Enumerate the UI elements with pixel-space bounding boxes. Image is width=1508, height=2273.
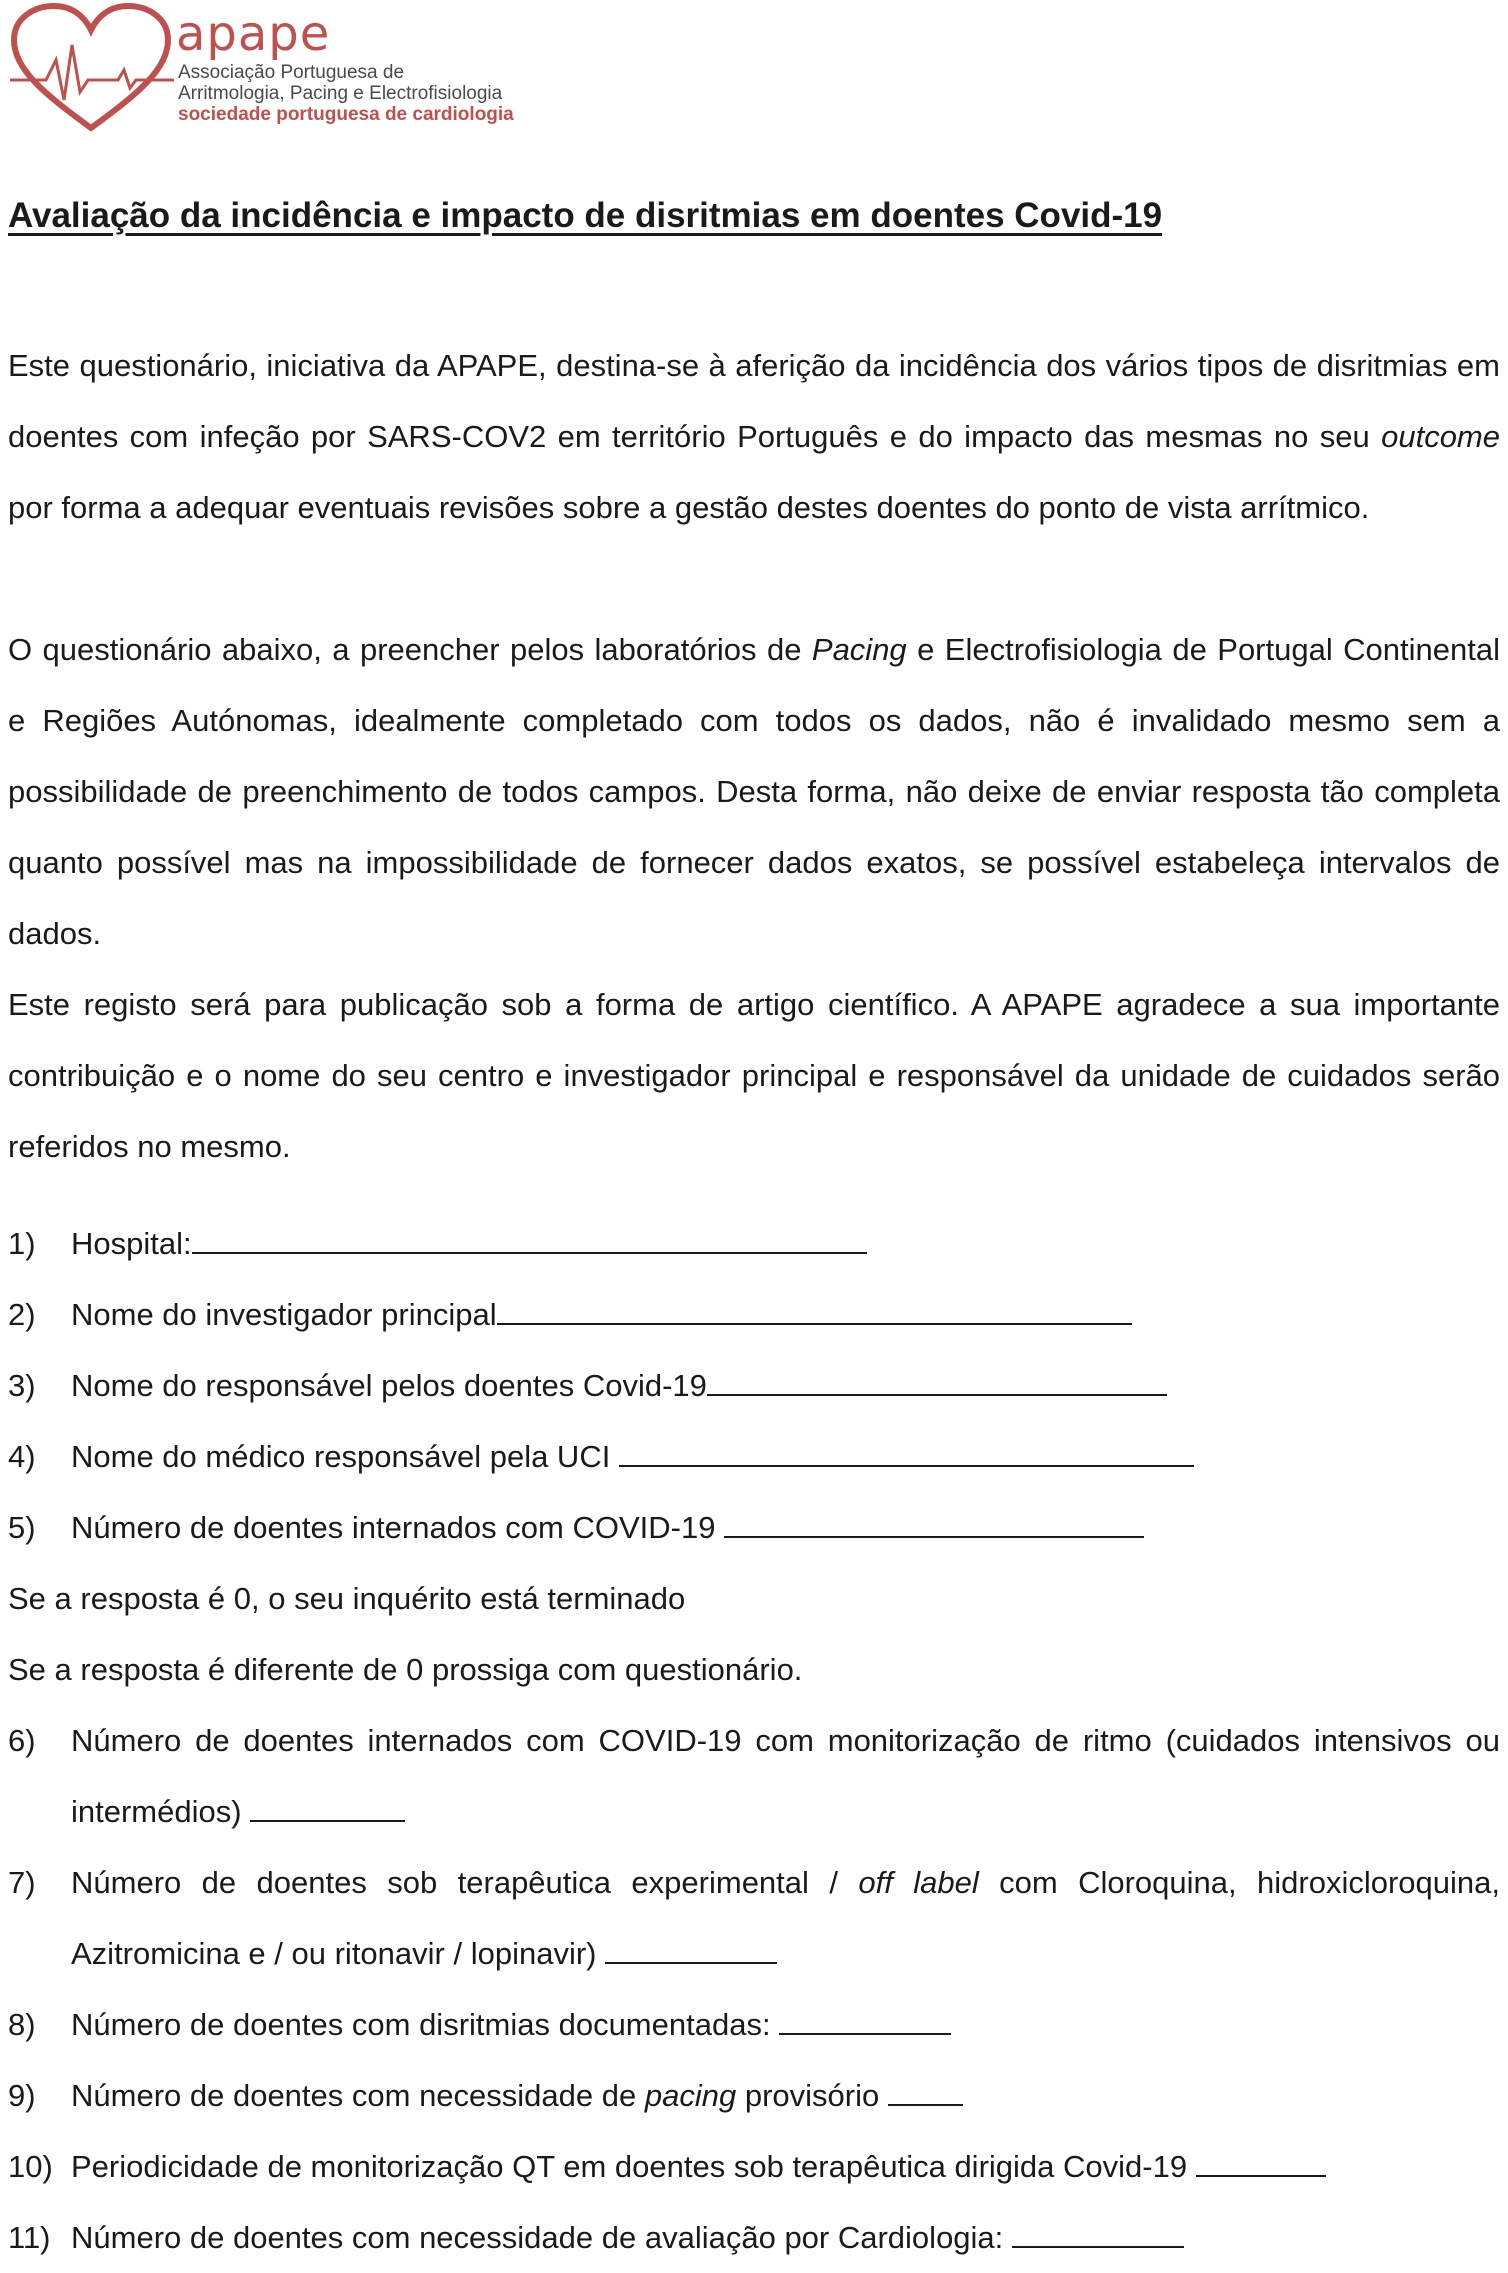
cardiology-count-field[interactable] bbox=[1012, 2245, 1184, 2248]
question-1 bbox=[8, 1208, 1500, 1279]
intro-paragraph-2 bbox=[8, 614, 1500, 969]
question-number: 1) bbox=[8, 1226, 36, 1261]
question-number: 7) bbox=[8, 1865, 36, 1900]
question-text: Hospital: bbox=[71, 1226, 192, 1261]
question-text: Número de doentes sob terapêutica experimental / bbox=[71, 1865, 859, 1900]
question-number: 11) bbox=[8, 2220, 51, 2255]
intro-text: por forma a adequar eventuais revisões sobre a gestão destes doentes do ponto de vista arrítmico. bbox=[8, 490, 1370, 525]
page-title: Avaliação da incidência e impacto de disritmias em doentes Covid-19 bbox=[8, 196, 1163, 235]
question-text: Nome do investigador principal bbox=[71, 1297, 497, 1332]
question-number: 2) bbox=[8, 1297, 36, 1332]
question-text: com Cloroquina, hidroxicloroquina, Azitromicina e / ou ritonavir / lopinavir) bbox=[71, 1865, 1501, 1971]
question-7 bbox=[8, 1847, 1500, 1989]
question-11 bbox=[8, 2202, 1500, 2273]
question-2 bbox=[8, 1279, 1500, 1350]
question-text: Número de doentes com disritmias documentadas: bbox=[71, 2007, 780, 2042]
question-number: 9) bbox=[8, 2078, 36, 2113]
icu-doctor-field[interactable] bbox=[619, 1464, 1194, 1467]
qt-monitoring-field[interactable] bbox=[1196, 2174, 1326, 2177]
intro-italic: outcome bbox=[1381, 419, 1500, 454]
question-text: Número de doentes internados com COVID-19 com monitorização de ritmo (cuidados intensivos ou intermédios) bbox=[71, 1723, 1500, 1829]
logo-line-2: Arritmologia, Pacing e Electrofisiologia bbox=[178, 83, 503, 104]
experimental-therapy-field[interactable] bbox=[605, 1961, 777, 1964]
intro-text: e Electrofisiologia de Portugal Continental e Regiões Autónomas, idealmente completado com todos os dados, não é invalidado mesmo sem a possibilidade de preenchimento de todos campos. Desta forma, não deixe de enviar resposta tão completa quanto possível mas na impossibilidade de fornecer dados exatos, se possível estabeleça intervalos de dados. bbox=[8, 632, 1501, 951]
question-number: 6) bbox=[8, 1723, 36, 1758]
note-continue: Se a resposta é diferente de 0 prossiga com questionário. bbox=[8, 1652, 803, 1687]
admitted-count-field[interactable] bbox=[724, 1535, 1144, 1538]
hospital-field[interactable] bbox=[192, 1251, 867, 1254]
question-number: 4) bbox=[8, 1439, 36, 1474]
question-10 bbox=[8, 2131, 1500, 2202]
intro-paragraph-1 bbox=[8, 330, 1500, 543]
question-italic: pacing bbox=[644, 2078, 737, 2113]
question-text: Nome do médico responsável pela UCI bbox=[71, 1439, 619, 1474]
question-text: Número de doentes com necessidade de bbox=[71, 2078, 645, 2113]
question-6 bbox=[8, 1705, 1500, 1847]
apape-logo bbox=[6, 0, 526, 140]
logo-line-1: Associação Portuguesa de bbox=[178, 62, 405, 83]
question-number: 8) bbox=[8, 2007, 36, 2042]
question-text: Periodicidade de monitorização QT em doentes sob terapêutica dirigida Covid-19 bbox=[71, 2149, 1196, 2184]
question-3 bbox=[8, 1350, 1500, 1421]
logo-line-3: sociedade portuguesa de cardiologia bbox=[178, 104, 514, 125]
question-text: provisório bbox=[736, 2078, 888, 2113]
question-5 bbox=[8, 1492, 1500, 1563]
question-4 bbox=[8, 1421, 1500, 1492]
question-number: 3) bbox=[8, 1368, 36, 1403]
heart-ecg-icon bbox=[6, 0, 176, 140]
logo-name: apape bbox=[176, 6, 331, 62]
question-number: 5) bbox=[8, 1510, 36, 1545]
question-9 bbox=[8, 2060, 1500, 2131]
question-text: Número de doentes com necessidade de avaliação por Cardiologia: bbox=[71, 2220, 1012, 2255]
question-text: Número de doentes internados com COVID-19 bbox=[71, 1510, 725, 1545]
intro-italic: Pacing bbox=[811, 632, 907, 667]
investigator-field[interactable] bbox=[497, 1322, 1132, 1325]
intro-text: O questionário abaixo, a preencher pelos laboratórios de bbox=[8, 632, 812, 667]
question-text: Nome do responsável pelos doentes Covid-19 bbox=[71, 1368, 707, 1403]
question-italic: off label bbox=[858, 1865, 979, 1900]
note-terminated: Se a resposta é 0, o seu inquérito está terminado bbox=[8, 1581, 686, 1616]
intro-paragraph-3: Este registo será para publicação sob a forma de artigo científico. A APAPE agradece a sua importante contribuição e o nome do seu centro e investigador principal e responsável da unidade de cuidados serão referidos no mesmo. bbox=[8, 987, 1500, 1164]
pacing-count-field[interactable] bbox=[888, 2103, 963, 2106]
monitored-count-field[interactable] bbox=[250, 1819, 405, 1822]
covid-responsible-field[interactable] bbox=[707, 1393, 1167, 1396]
intro-text: Este questionário, iniciativa da APAPE, destina-se à aferição da incidência dos vários tipos de disritmias em doentes com infeção por SARS-COV2 em território Português e do impacto das mesmas no seu bbox=[8, 348, 1500, 454]
question-number: 10) bbox=[8, 2149, 53, 2184]
arrhythmia-count-field[interactable] bbox=[779, 2032, 951, 2035]
question-8 bbox=[8, 1989, 1500, 2060]
